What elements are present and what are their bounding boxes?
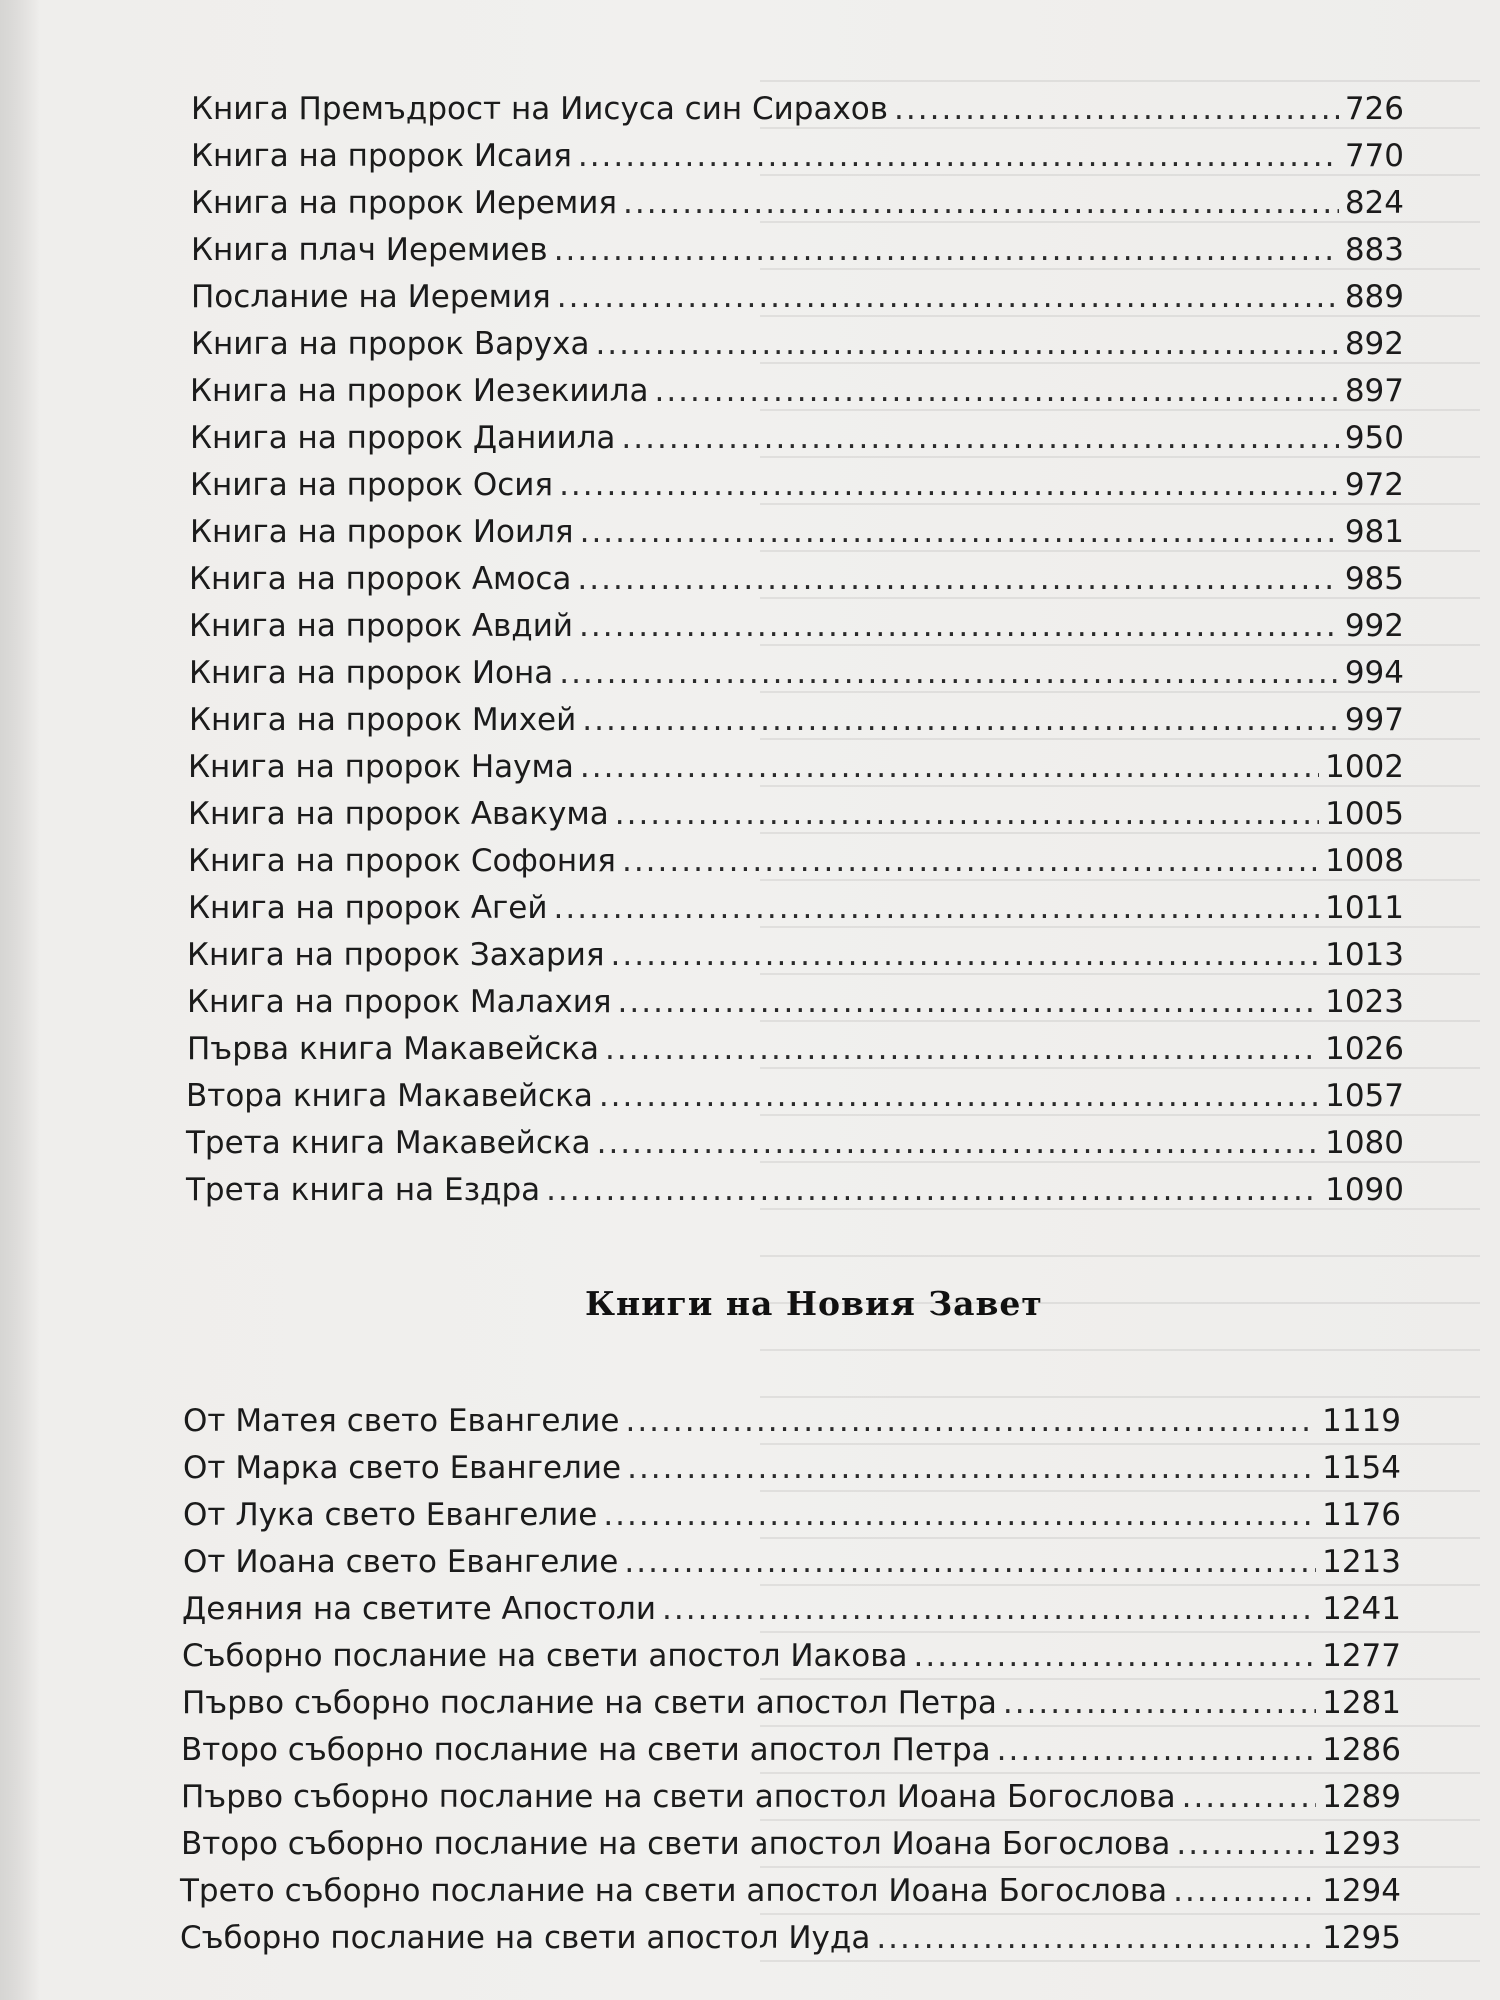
toc-entry-page: 1213: [1322, 1544, 1401, 1580]
toc-entry-title: Книга на пророк Агей: [188, 890, 548, 926]
toc-entry: [187, 930, 1404, 974]
toc-entry-page: 883: [1344, 232, 1404, 268]
toc-entry-page: 1026: [1325, 1031, 1404, 1067]
toc-entry: [181, 1725, 1401, 1769]
toc-entry: [190, 413, 1404, 457]
toc-entry-title: Книга на пророк Исаия: [191, 138, 572, 174]
toc-entry-page: 1023: [1325, 984, 1404, 1020]
toc-entry-title: Първо съборно послание на свети апостол Иоана Богослова: [181, 1779, 1176, 1815]
dot-leader: [599, 1077, 1319, 1115]
toc-entry-title: Книга Премъдрост на Иисуса син Сирахов: [191, 91, 889, 127]
dot-leader: [559, 654, 1339, 692]
section-heading: Книги на Новия Завет: [585, 1284, 1043, 1323]
dot-leader: [622, 842, 1319, 880]
toc-entry-title: Книга на пророк Авдий: [189, 608, 574, 644]
toc-entry-title: Книга на пророк Наума: [188, 749, 574, 785]
toc-entry-page: 1008: [1325, 843, 1404, 879]
dot-leader: [625, 1402, 1316, 1440]
toc-entry: [188, 883, 1404, 927]
toc-entry-title: Първа книга Макавейска: [187, 1031, 600, 1067]
dot-leader: [554, 231, 1339, 269]
dot-leader: [595, 325, 1338, 363]
toc-entry-page: 981: [1344, 514, 1404, 550]
toc-entry-page: 770: [1344, 138, 1404, 174]
dot-leader: [546, 1171, 1319, 1209]
toc-entry-page: 1057: [1325, 1078, 1404, 1114]
toc-entry: [188, 742, 1404, 786]
dot-leader: [615, 795, 1319, 833]
toc-entry-title: От Матея свето Евангелие: [183, 1403, 620, 1439]
toc-entry: [191, 272, 1404, 316]
toc-entry-title: Книга на пророк Даниила: [190, 420, 616, 456]
toc-entry: [187, 1024, 1404, 1068]
toc-entry-page: 897: [1344, 373, 1404, 409]
toc-entry: [180, 1866, 1401, 1910]
dot-leader: [611, 936, 1320, 974]
toc-entry-page: 1154: [1322, 1450, 1401, 1486]
toc-entry-page: 1286: [1322, 1732, 1401, 1768]
dot-leader: [605, 1030, 1319, 1068]
dot-leader: [580, 513, 1339, 551]
toc-entry-title: Книга на пророк Софония: [188, 843, 616, 879]
toc-entry-page: 889: [1344, 279, 1404, 315]
toc-entry-page: 997: [1344, 702, 1404, 738]
toc-entry: [189, 601, 1404, 645]
toc-entry: [191, 131, 1404, 175]
toc-entry: [186, 1118, 1404, 1162]
toc-entry-title: Трета книга на Ездра: [186, 1172, 541, 1208]
toc-entry-title: Книга на пророк Варуха: [191, 326, 590, 362]
toc-entry-page: 1277: [1322, 1638, 1401, 1674]
toc-entry-page: 1241: [1322, 1591, 1401, 1627]
toc-entry-page: 1005: [1325, 796, 1404, 832]
dot-leader: [997, 1731, 1316, 1769]
toc-entry: [186, 1071, 1404, 1115]
dot-leader: [578, 137, 1339, 175]
toc-entry-title: Книга на пророк Михей: [189, 702, 577, 738]
toc-entry-page: 985: [1344, 561, 1404, 597]
toc-entry-page: 1293: [1322, 1826, 1401, 1862]
toc-entry-page: 992: [1344, 608, 1404, 644]
toc-entry-title: От Лука свето Евангелие: [183, 1497, 598, 1533]
dot-leader: [1173, 1872, 1316, 1910]
toc-entry-title: Първо съборно послание на свети апостол Петра: [182, 1685, 997, 1721]
toc-entry: [181, 1772, 1401, 1816]
dot-leader: [627, 1449, 1316, 1487]
toc-entry-title: От Иоана свето Евангелие: [183, 1544, 619, 1580]
toc-entry-title: Деяния на светите Апостоли: [182, 1591, 657, 1627]
toc-entry-page: 892: [1344, 326, 1404, 362]
dot-leader: [623, 184, 1339, 222]
toc-entry: [188, 789, 1404, 833]
toc-entry-title: Второ съборно послание на свети апостол Петра: [181, 1732, 991, 1768]
toc-entry-page: 1295: [1322, 1920, 1401, 1956]
toc-entry-page: 994: [1344, 655, 1404, 691]
toc-entry-page: 1002: [1325, 749, 1404, 785]
toc-entry-page: 1281: [1322, 1685, 1401, 1721]
toc-entry-page: 1013: [1325, 937, 1404, 973]
toc-entry-title: Трета книга Макавейска: [186, 1125, 591, 1161]
dot-leader: [559, 466, 1339, 504]
dot-leader: [1182, 1778, 1317, 1816]
toc-entry: [189, 648, 1404, 692]
toc-entry: [181, 1819, 1401, 1863]
toc-entry: [190, 460, 1404, 504]
toc-entry-title: Книга плач Иеремиев: [191, 232, 548, 268]
toc-entry-title: Послание на Иеремия: [191, 279, 551, 315]
toc-entry-title: Втора книга Макавейска: [186, 1078, 593, 1114]
toc-entry-title: Книга на пророк Иона: [189, 655, 554, 691]
toc-entry: [189, 695, 1404, 739]
toc-entry-page: 1119: [1322, 1403, 1401, 1439]
toc-entry-page: 726: [1344, 91, 1404, 127]
toc-entry-page: 824: [1344, 185, 1404, 221]
dot-leader: [597, 1124, 1320, 1162]
toc-entry: [183, 1537, 1401, 1581]
toc-entry-title: Книга на пророк Амоса: [189, 561, 572, 597]
toc-entry-page: 1176: [1322, 1497, 1401, 1533]
toc-entry: [182, 1584, 1401, 1628]
dot-leader: [624, 1543, 1316, 1581]
toc-entry-page: 950: [1344, 420, 1404, 456]
toc-entry-title: Трето съборно послание на свети апостол Иоана Богослова: [180, 1873, 1168, 1909]
dot-leader: [618, 983, 1320, 1021]
toc-entry-page: 1090: [1325, 1172, 1404, 1208]
dot-leader: [582, 701, 1339, 739]
dot-leader: [914, 1637, 1317, 1675]
dot-leader: [662, 1590, 1316, 1628]
toc-entry: [183, 1443, 1401, 1487]
toc-entry-title: Книга на пророк Малахия: [187, 984, 612, 1020]
dot-leader: [894, 90, 1339, 128]
toc-entry: [186, 1165, 1404, 1209]
toc-entry: [191, 319, 1404, 363]
dot-leader: [579, 607, 1339, 645]
toc-entry-title: Книга на пророк Осия: [190, 467, 554, 503]
toc-entry: [190, 507, 1404, 551]
dot-leader: [654, 372, 1338, 410]
toc-entry-title: Книга на пророк Авакума: [188, 796, 609, 832]
dot-leader: [603, 1496, 1316, 1534]
toc-entry: [180, 1913, 1401, 1957]
toc-entry: [183, 1490, 1401, 1534]
dot-leader: [1003, 1684, 1316, 1722]
toc-entry-page: 1289: [1322, 1779, 1401, 1815]
toc-entry: [183, 1396, 1401, 1440]
toc-entry-title: Съборно послание на свети апостол Иуда: [180, 1920, 871, 1956]
toc-entry-title: Второ съборно послание на свети апостол Иоана Богослова: [181, 1826, 1171, 1862]
toc-entry-title: Книга на пророк Захария: [187, 937, 605, 973]
dot-leader: [554, 889, 1320, 927]
toc-entry-page: 1011: [1325, 890, 1404, 926]
dot-leader: [1176, 1825, 1316, 1863]
toc-entry-title: Книга на пророк Иеремия: [191, 185, 618, 221]
toc-entry: [191, 178, 1404, 222]
toc-entry: [182, 1678, 1401, 1722]
toc-entry-title: Книга на пророк Иезекиила: [190, 373, 649, 409]
dot-leader: [577, 560, 1338, 598]
toc-entry-page: 972: [1344, 467, 1404, 503]
toc-entry: [191, 225, 1404, 269]
toc-entry-page: 1294: [1322, 1873, 1401, 1909]
dot-leader: [621, 419, 1338, 457]
toc-entry: [189, 554, 1404, 598]
dot-leader: [557, 278, 1339, 316]
toc-entry-title: Съборно послание на свети апостол Иакова: [182, 1638, 908, 1674]
toc-entry: [191, 84, 1404, 128]
toc-entry-page: 1080: [1325, 1125, 1404, 1161]
toc-entry: [190, 366, 1404, 410]
toc-entry-title: От Марка свето Евангелие: [183, 1450, 622, 1486]
dot-leader: [876, 1919, 1316, 1957]
toc-entry-title: Книга на пророк Иоиля: [190, 514, 574, 550]
toc-entry: [182, 1631, 1401, 1675]
toc-entry: [188, 836, 1404, 880]
toc-entry: [187, 977, 1404, 1021]
dot-leader: [580, 748, 1319, 786]
